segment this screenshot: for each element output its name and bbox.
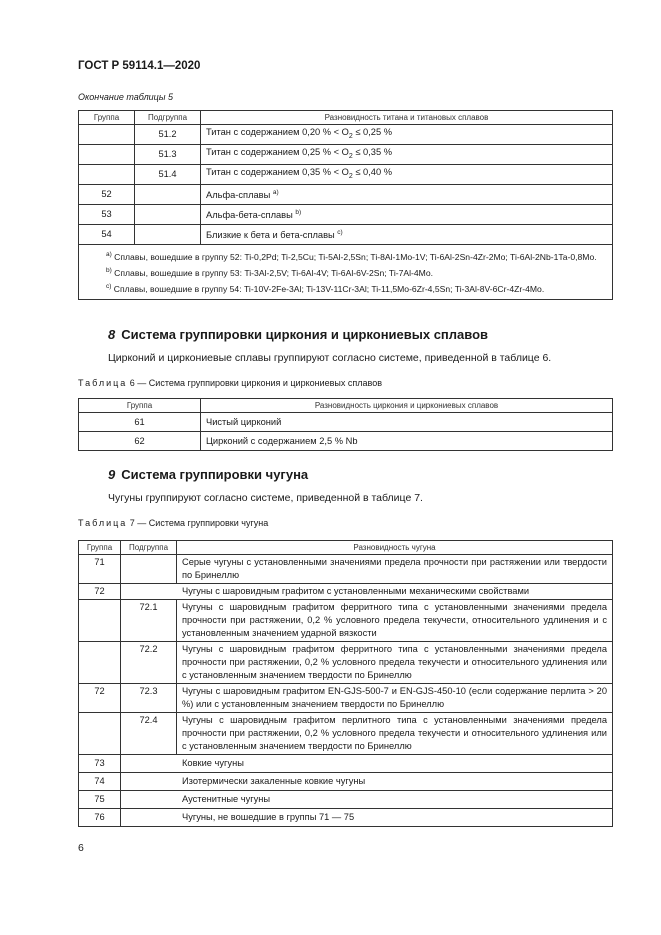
cell-group	[79, 125, 135, 145]
page-number: 6	[78, 842, 84, 854]
table-row	[79, 791, 613, 809]
cell-description: Чугуны с шаровидным графитом перлитного типа с установленными значениями предела прочности при растяжении, 0,2 % условного предела текучести и относительного удлинения или с установленным значением твердости по Бринеллю	[177, 713, 613, 755]
cell-group: 74	[79, 773, 121, 791]
table-7-caption: Таблица 7 — Система группировки чугуна	[78, 518, 269, 528]
table-row	[79, 642, 613, 684]
column-header-group: Группа	[79, 399, 201, 413]
section-9-paragraph: Чугуны группируют согласно системе, приведенной в таблице 7.	[108, 492, 423, 504]
cell-group	[79, 145, 135, 165]
cell-description: Близкие к бета и бета-сплавы $^{c)}$	[201, 225, 613, 245]
column-header-group: Группа	[79, 111, 135, 125]
cell-subgroup: 51.2	[135, 125, 201, 145]
cell-group: 52	[79, 185, 135, 205]
cell-subgroup	[135, 225, 201, 245]
column-header-variety: Разновидность титана и титановых сплавов	[201, 111, 613, 125]
table-7	[78, 540, 613, 827]
footnote-a: $^{а)}$ Сплавы, вошедшие в группу 52: Ti-0,2Pd; Ti-2,5Cu; Ti-5Al-2,5Sn; Ti-8Al-1Mo-1V; Ti-6Al-2Sn-4Zr-2Mo; Ti-6Al-2Nb-1Ta-0,8Mo.	[106, 251, 597, 262]
table-row	[79, 555, 613, 584]
cell-subgroup: 72.4	[121, 713, 177, 755]
cell-description: Чугуны, не вошедшие в группы 71 — 75	[121, 809, 613, 827]
table-row	[79, 165, 613, 185]
table-row	[79, 755, 613, 773]
footnote-c: $^{c)}$ Сплавы, вошедшие в группу 54: Ti-10V-2Fe-3Al; Ti-13V-11Cr-3Al; Ti-11,5Mo-6Zr-4,5Sn; Ti-3Al-8V-6Cr-4Zr-4Mo.	[106, 282, 545, 294]
section-9-heading: 9 Система группировки чугуна	[108, 467, 309, 482]
table-row	[79, 145, 613, 165]
table-row	[79, 713, 613, 755]
table-row	[79, 225, 613, 245]
cell-subgroup	[121, 555, 177, 584]
cell-subgroup: 72.2	[121, 642, 177, 684]
cell-description: Титан с содержанием 0,20 % < $O_2 \le 0,25$ %	[201, 125, 613, 145]
table-row	[79, 684, 613, 713]
table-6-caption: Таблица 6 — Система группировки циркония и циркониевых сплавов	[78, 378, 382, 388]
cell-group: 54	[79, 225, 135, 245]
standard-header: ГОСТ Р 59114.1—2020	[78, 60, 201, 72]
cell-group: 76	[79, 809, 121, 827]
cell-description: Альфа-бета-сплавы $^{b)}$	[201, 205, 613, 225]
table-6	[78, 398, 613, 451]
table-continuation-caption: Окончание таблицы 5	[78, 92, 173, 102]
column-header-variety: Разновидность циркония и циркониевых сплавов	[201, 399, 613, 413]
table-row	[79, 432, 613, 451]
cell-description: Чугуны с шаровидным графитом ферритного типа с установленными значениями предела прочности при растяжении, 0,2 % условного предела текучести и относительного удлинения или с установленным значением твердости по Бринеллю	[177, 642, 613, 684]
cell-group: 62	[79, 432, 201, 451]
column-header-subgroup: Подгруппа	[121, 541, 177, 555]
cell-group: 53	[79, 205, 135, 225]
footnote-b: $^{b)}$ Сплавы, вошедшие в группу 53: Ti-3Al-2,5V; Ti-6Al-4V; Ti-6Al-6V-2Sn; Ti-7Al-4Mo.	[106, 266, 433, 278]
cell-subgroup	[135, 205, 201, 225]
section-8-heading: 8 Система группировки циркония и циркониевых сплавов	[108, 327, 489, 342]
column-header-variety: Разновидность чугуна	[177, 541, 613, 555]
cell-group: 73	[79, 755, 121, 773]
cell-description: Чугуны с шаровидным графитом ферритного типа с установленными значениями предела прочности при растяжении, 0,2 % условного предела текучести, относительного удлинения и с установленным значением ударной вязкости	[177, 600, 613, 642]
column-header-subgroup: Подгруппа	[135, 111, 201, 125]
cell-description: Чугуны с шаровидным графитом EN-GJS-500-7 и EN-GJS-450-10 (если содержание перлита > 20 %) или с установленным значением твердости по Бринеллю	[177, 684, 613, 713]
table-row	[79, 205, 613, 225]
table-footnotes	[79, 245, 613, 300]
cell-group	[79, 600, 121, 642]
cell-group	[79, 642, 121, 684]
table-row	[79, 413, 613, 432]
cell-group: 71	[79, 555, 121, 584]
cell-description: Ковкие чугуны	[121, 755, 613, 773]
cell-subgroup: 51.3	[135, 145, 201, 165]
table-row	[79, 600, 613, 642]
cell-subgroup	[135, 185, 201, 205]
footnotes-cell	[79, 245, 613, 300]
cell-description: Аустенитные чугуны	[121, 791, 613, 809]
table-row	[79, 125, 613, 145]
table-row	[79, 773, 613, 791]
table-row	[79, 584, 613, 600]
cell-description: Изотермически закаленные ковкие чугуны	[121, 773, 613, 791]
cell-group: 72	[79, 684, 121, 713]
cell-group: 72	[79, 584, 121, 600]
cell-description: Цирконий с содержанием 2,5 % Nb	[201, 432, 613, 451]
cell-subgroup: 51.4	[135, 165, 201, 185]
cell-description: Чистый цирконий	[201, 413, 613, 432]
cell-description: Альфа-сплавы $^{а)}$	[201, 185, 613, 205]
cell-description: Титан с содержанием 0,35 % < $O_2 \le 0,40$ %	[201, 165, 613, 185]
cell-group: 75	[79, 791, 121, 809]
cell-group: 61	[79, 413, 201, 432]
cell-group	[79, 165, 135, 185]
cell-description: Серые чугуны с установленными значениями предела прочности при растяжении или твердости по Бринеллю	[177, 555, 613, 584]
cell-description: Титан с содержанием 0,25 % < $O_2 \le 0,35$ %	[201, 145, 613, 165]
cell-description: Чугуны с шаровидным графитом с установленными механическими свойствами	[121, 584, 613, 600]
column-header-group: Группа	[79, 541, 121, 555]
table-row	[79, 809, 613, 827]
cell-subgroup: 72.1	[121, 600, 177, 642]
table-5-end	[78, 110, 613, 300]
cell-subgroup: 72.3	[121, 684, 177, 713]
table-row	[79, 185, 613, 205]
section-8-paragraph: Цирконий и циркониевые сплавы группируют согласно системе, приведенной в таблице 6.	[108, 352, 552, 364]
cell-group	[79, 713, 121, 755]
